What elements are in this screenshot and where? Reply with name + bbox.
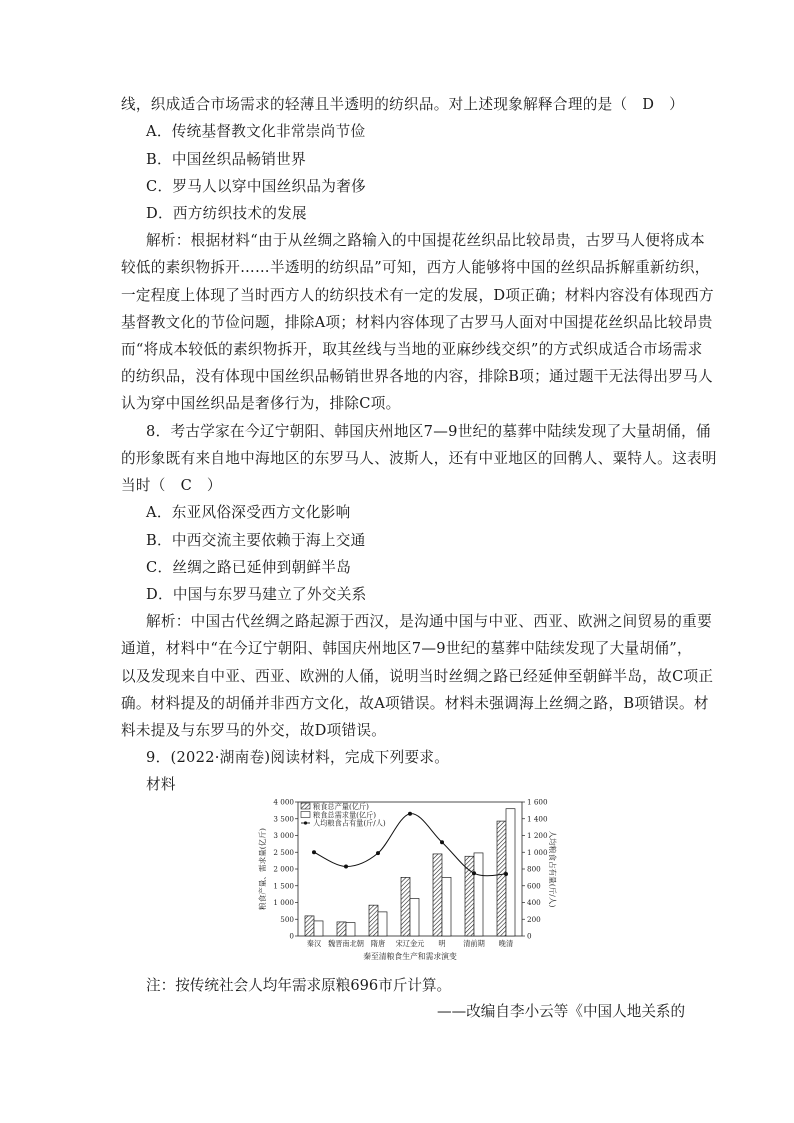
- chart-note: 注：按传统社会人均年需求原粮696市斤计算。: [146, 977, 452, 994]
- q7-analysis-line: 认为穿中国丝织品是奢侈行为，排除C项。: [121, 395, 401, 412]
- bar-grain-output: [433, 854, 442, 936]
- x-tick-label: 魏晋南北朝: [328, 939, 364, 948]
- point-per-capita-grain: [472, 871, 476, 875]
- bar-grain-demand: [474, 853, 483, 936]
- question-9-stem: 9．(2022·湖南卷)阅读材料，完成下列要求。: [146, 749, 450, 766]
- y-left-axis-label: 粮食产量、需求量(亿斤): [258, 828, 267, 910]
- q7-option-c: C．罗马人以穿中国丝织品为奢侈: [146, 178, 366, 195]
- q8-analysis-line: 通道，材料中“在今辽宁朝阳、韩国庆州地区7—9世纪的墓葬中陆续发现了大量胡俑”，: [121, 640, 692, 657]
- source-citation: ——改编自李小云等《中国人地关系的: [437, 1003, 686, 1020]
- legend-swatch-demand: [301, 812, 310, 818]
- legend-swatch-output: [301, 803, 310, 809]
- y-right-tick-label: 1 600: [527, 797, 548, 807]
- bar-grain-demand: [346, 923, 355, 936]
- bar-grain-output: [305, 916, 314, 936]
- q8-option-c: C．丝绸之路已延伸到朝鲜半岛: [146, 559, 352, 576]
- y-left-tick-label: 2 000: [273, 864, 294, 874]
- bar-grain-output: [497, 821, 506, 936]
- grain-chart-svg: [258, 796, 557, 974]
- grain-chart: [258, 796, 557, 974]
- question-8-stem: 8．考古学家在今辽宁朝阳、韩国庆州地区7—9世纪的墓葬中陆续发现了大量胡俑，俑: [146, 423, 711, 440]
- x-tick-label: 晚清: [498, 939, 514, 948]
- y-left-tick-label: 3 500: [273, 814, 294, 824]
- point-per-capita-grain: [504, 872, 508, 876]
- question-8-stem-line: 的形象既有来自地中海地区的东罗马人、波斯人，还有中亚地区的回鹘人、粟特人。这表明: [121, 450, 717, 467]
- q7-option-d: D．西方纺织技术的发展: [146, 205, 307, 222]
- y-right-tick-label: 1 400: [527, 814, 548, 824]
- point-per-capita-grain: [344, 864, 348, 868]
- y-left-tick-label: 2 500: [273, 847, 294, 857]
- x-tick-label: 明: [438, 939, 446, 948]
- q7-option-b: B．中国丝织品畅销世界: [146, 151, 306, 168]
- q7-analysis-line: 的纺织品，没有体现中国丝织品畅销世界各地的内容，排除B项；通过题干无法得出罗马人: [121, 368, 713, 385]
- x-tick-label: 清前期: [463, 939, 485, 948]
- y-left-tick-label: 4 000: [273, 797, 294, 807]
- x-tick-label: 宋辽金元: [395, 939, 425, 948]
- y-left-tick-label: 0: [289, 931, 294, 941]
- y-right-tick-label: 400: [527, 898, 541, 908]
- q7-analysis: 解析：根据材料“由于从丝绸之路输入的中国提花丝织品比较昂贵，古罗马人便将成本: [146, 232, 705, 249]
- q8-option-d: D．中国与东罗马建立了外交关系: [146, 586, 367, 603]
- bar-grain-output: [401, 877, 410, 936]
- question-8-stem-line: 当时（ C ）: [121, 477, 222, 494]
- q7-option-a: A．传统基督教文化非常崇尚节俭: [146, 123, 366, 140]
- y-left-tick-label: 3 000: [273, 831, 294, 841]
- x-tick-label: 隋唐: [370, 939, 386, 948]
- chart-title: 秦至清粮食生产和需求演变: [363, 952, 457, 961]
- y-right-tick-label: 1 000: [527, 847, 548, 857]
- x-tick-label: 秦汉: [306, 939, 322, 948]
- bar-grain-demand: [378, 912, 387, 936]
- material-label: 材料: [146, 776, 176, 793]
- y-left-tick-label: 1 000: [273, 898, 294, 908]
- y-right-tick-label: 600: [527, 881, 541, 891]
- bar-grain-output: [369, 905, 378, 936]
- q7-analysis-line: 基督教文化的节俭问题，排除A项；材料内容体现了古罗马人面对中国提花丝织品比较昂贵: [121, 314, 713, 331]
- point-per-capita-grain: [408, 812, 412, 816]
- bar-grain-output: [337, 922, 346, 936]
- point-per-capita-grain: [440, 840, 444, 844]
- q7-analysis-line: 较低的素织物拆开……半透明的纺织品”可知，西方人能够将中国的丝织品拆解重新纺织，: [121, 259, 710, 276]
- q7-analysis-line: 一定程度上体现了当时西方人的纺织技术有一定的发展，D项正确；材料内容没有体现西方: [121, 287, 714, 304]
- bar-grain-demand: [506, 809, 515, 936]
- legend-label-output: 粮食总产量(亿斤): [313, 802, 369, 811]
- q8-analysis-line: 确。材料提及的胡俑并非西方文化，故A项错误。材料未强调海上丝绸之路，B项错误。材: [121, 695, 709, 712]
- y-left-tick-label: 500: [280, 914, 294, 924]
- bar-grain-demand: [410, 898, 419, 936]
- legend-label-demand: 粮食总需求量(亿斤): [313, 810, 377, 820]
- y-right-tick-label: 200: [527, 914, 541, 924]
- y-right-axis-label: 人均粮食占有量(斤/人): [548, 830, 557, 908]
- legend-label-per-capita: 人均粮食占有量(斤/人): [313, 818, 386, 828]
- question-7-stem-tail: 线，织成适合市场需求的轻薄且半透明的纺织品。对上述现象解释合理的是（ D ）: [121, 96, 685, 113]
- y-right-tick-label: 1 200: [527, 831, 548, 841]
- bar-grain-demand: [442, 877, 451, 936]
- y-left-tick-label: 1 500: [273, 881, 294, 891]
- legend-marker-per-capita: [304, 821, 307, 824]
- q7-analysis-line: 而“将成本较低的素织物拆开，取其丝线与当地的亚麻纱线交织”的方式织成适合市场需求: [121, 341, 703, 358]
- q8-analysis: 解析：中国古代丝绸之路起源于西汉，是沟通中国与中亚、西亚、欧洲之间贸易的重要: [146, 613, 712, 630]
- y-right-tick-label: 800: [527, 864, 541, 874]
- bar-grain-demand: [314, 921, 323, 936]
- y-right-tick-label: 0: [527, 931, 532, 941]
- point-per-capita-grain: [376, 851, 380, 855]
- q8-analysis-line: 料未提及与东罗马的外交，故D项错误。: [121, 722, 387, 739]
- point-per-capita-grain: [312, 850, 316, 854]
- q8-option-b: B．中西交流主要依赖于海上交通: [146, 532, 366, 549]
- q8-analysis-line: 以及发现来自中亚、西亚、欧洲的人俑，说明当时丝绸之路已经延伸至朝鲜半岛，故C项正: [121, 668, 714, 685]
- q8-option-a: A．东亚风俗深受西方文化影响: [146, 504, 351, 521]
